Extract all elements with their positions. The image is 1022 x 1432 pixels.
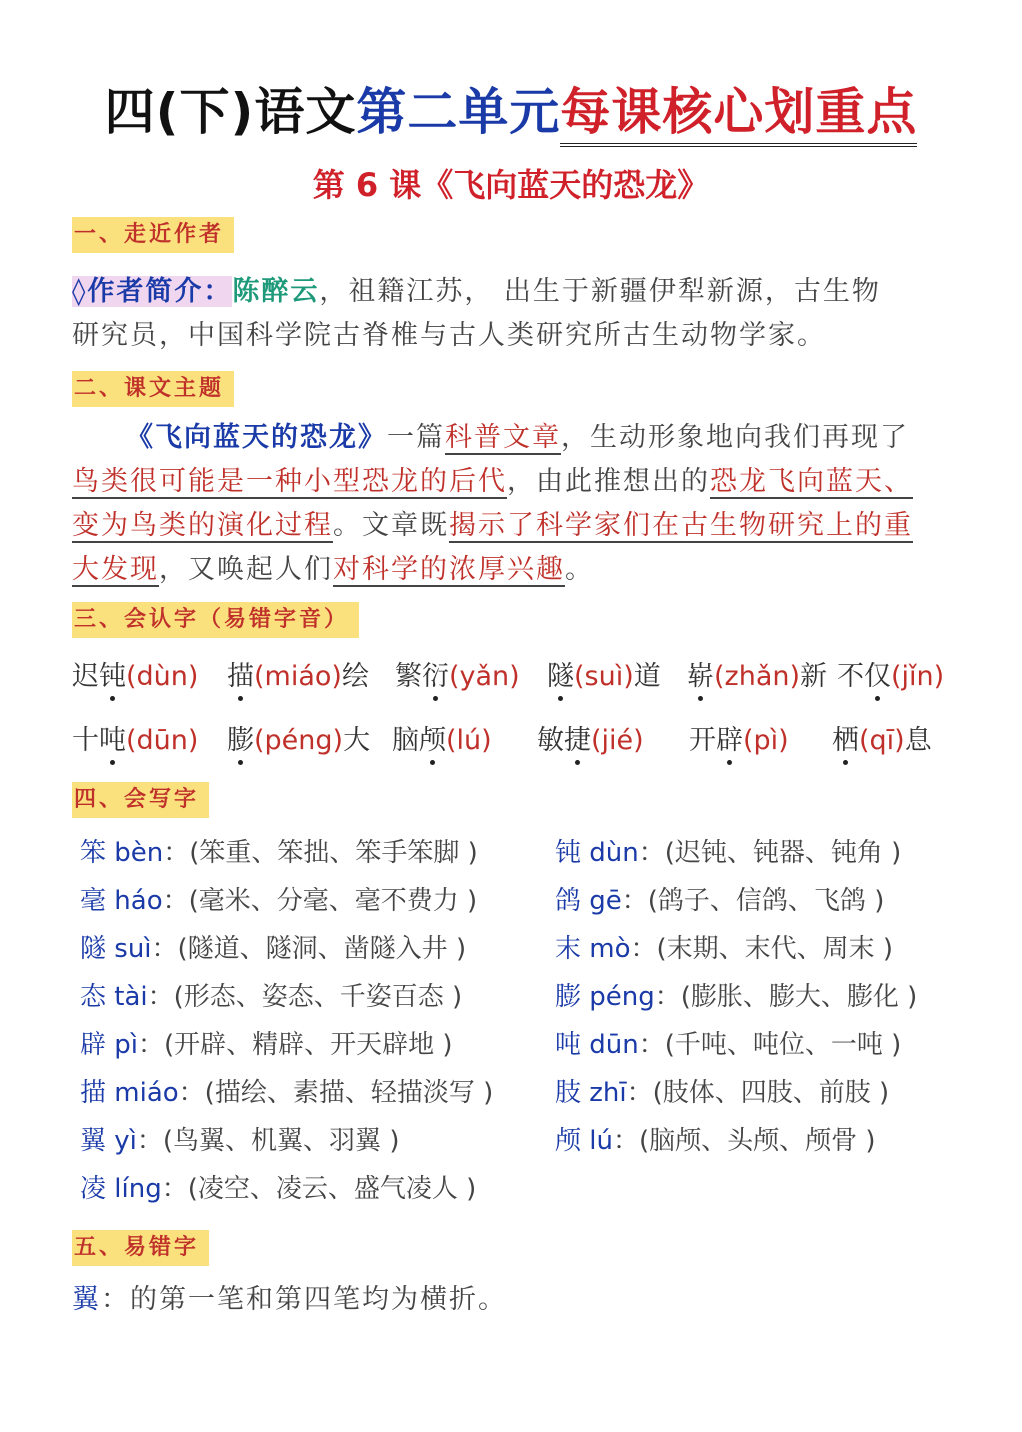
lesson-title: 第 6 课《飞向蓝天的恐龙》	[312, 166, 710, 204]
word-hanzi: 敏捷	[537, 725, 591, 756]
write-pinyin: zhī	[589, 1078, 627, 1108]
write-words: ：(末期、末代、周末 )	[630, 934, 894, 964]
emphasis-dot	[575, 760, 580, 765]
word-pinyin: (jǐn)	[891, 661, 945, 692]
write-char: 笨	[80, 838, 107, 868]
section-heading-author: 一、走近作者	[72, 217, 234, 253]
theme-line-2	[72, 460, 913, 504]
write-char: 凌	[80, 1174, 107, 1204]
write-words: ：(迟钝、钝器、钝角 )	[638, 838, 902, 868]
word-pinyin: (suì)	[574, 661, 634, 692]
write-char: 末	[555, 934, 582, 964]
write-char: 描	[80, 1078, 107, 1108]
write-char: 毫	[80, 886, 107, 916]
write-pinyin: gē	[589, 886, 622, 916]
word-hanzi: 栖	[832, 725, 859, 756]
write-words: ：(隧道、隧洞、凿隧入井 )	[151, 934, 467, 964]
write-pinyin: péng	[589, 982, 655, 1012]
word-pinyin: (lú)	[446, 725, 492, 756]
word-hanzi: 新	[800, 661, 828, 692]
write-char: 颅	[555, 1126, 582, 1156]
write-words: ：(凌空、凌云、盛气凌人 )	[161, 1174, 477, 1204]
write-item	[555, 928, 995, 976]
write-words: ：(描绘、素描、轻描淡写 )	[178, 1078, 494, 1108]
recognize-word	[687, 654, 827, 693]
recognize-word	[227, 718, 370, 757]
word-hanzi: 繁衍	[395, 661, 449, 692]
recognize-row-2	[72, 718, 952, 758]
word-hanzi: 迟钝	[72, 661, 126, 692]
write-words: ：(开辟、精辟、开天辟地 )	[138, 1030, 453, 1060]
emphasis-dot	[110, 696, 115, 701]
theme-text: ，由此推想出的	[507, 466, 710, 497]
write-words: ：(肢体、四肢、前肢 )	[626, 1078, 890, 1108]
word-hanzi: 道	[633, 661, 661, 692]
word-pinyin: (yǎn)	[449, 661, 520, 692]
theme-line-4	[72, 548, 594, 592]
recognize-word	[72, 718, 198, 757]
theme-highlight: 大发现	[72, 554, 159, 585]
author-label: ◊作者简介：	[72, 276, 233, 307]
mistake-char: 翼	[72, 1284, 101, 1315]
word-pinyin: (dùn)	[126, 661, 199, 692]
emphasis-dot	[843, 760, 848, 765]
word-pinyin: (qī)	[859, 725, 905, 756]
emphasis-dot	[433, 696, 438, 701]
write-pinyin: háo	[114, 886, 163, 916]
emphasis-dot	[238, 696, 243, 701]
write-pinyin: miáo	[114, 1078, 179, 1108]
emphasis-dot	[430, 760, 435, 765]
theme-text: ，生动形象地向我们再现了	[561, 422, 909, 453]
author-line-1	[72, 270, 881, 314]
write-list-left	[80, 832, 550, 1216]
word-hanzi: 膨	[227, 725, 254, 756]
write-char: 鸽	[555, 886, 582, 916]
recognize-word	[72, 654, 198, 693]
write-char: 膨	[555, 982, 582, 1012]
write-item	[555, 1072, 995, 1120]
write-char: 态	[80, 982, 107, 1012]
write-item	[555, 976, 995, 1024]
theme-highlight: 对科学的浓厚兴趣	[333, 554, 565, 585]
write-item	[555, 1024, 995, 1072]
theme-text: 。	[565, 554, 594, 585]
recognize-word	[227, 654, 369, 693]
write-item	[80, 832, 550, 880]
word-pinyin: (miáo)	[254, 661, 342, 692]
emphasis-dot	[698, 696, 703, 701]
write-pinyin: dūn	[589, 1030, 639, 1060]
recognize-row-1	[72, 654, 952, 694]
theme-highlight: 恐龙飞向蓝天、	[710, 466, 913, 497]
recognize-word	[395, 654, 520, 693]
emphasis-dot	[727, 760, 732, 765]
write-char: 隧	[80, 934, 107, 964]
recognize-word	[689, 718, 789, 757]
write-item	[80, 928, 550, 976]
write-pinyin: dùn	[589, 838, 639, 868]
write-words: ：(膨胀、膨大、膨化 )	[654, 982, 918, 1012]
write-pinyin: bèn	[114, 838, 164, 868]
word-hanzi: 十吨	[72, 725, 126, 756]
section-heading-write: 四、会写字	[72, 782, 209, 818]
recognize-word	[547, 654, 661, 693]
theme-highlight: 鸟类很可能是一种小型恐龙的后代	[72, 466, 507, 497]
theme-highlight: 变为鸟类的演化过程	[72, 510, 333, 541]
title-focus: 每课核心划重点	[560, 83, 917, 147]
write-pinyin: pì	[114, 1030, 139, 1060]
word-hanzi: 隧	[547, 661, 574, 692]
write-pinyin: mò	[589, 934, 631, 964]
theme-text: ，又唤起人们	[159, 554, 333, 585]
write-char: 辟	[80, 1030, 107, 1060]
word-pinyin: (dūn)	[126, 725, 199, 756]
section-heading-recognize: 三、会认字（易错字音）	[72, 602, 359, 638]
emphasis-dot	[238, 760, 243, 765]
word-hanzi: 脑颅	[392, 725, 446, 756]
write-words: ：(鸟翼、机翼、羽翼 )	[136, 1126, 400, 1156]
mistake-note	[72, 1278, 507, 1322]
recognize-word	[537, 718, 644, 757]
write-pinyin: suì	[114, 934, 152, 964]
write-words: ：(毫米、分毫、毫不费力 )	[162, 886, 478, 916]
write-char: 翼	[80, 1126, 107, 1156]
theme-line-1	[72, 416, 909, 460]
write-item	[80, 1120, 550, 1168]
write-words: ：(笨重、笨拙、笨手笨脚 )	[163, 838, 478, 868]
recognize-word	[832, 718, 932, 757]
write-item	[80, 1168, 550, 1216]
theme-line-3	[72, 504, 913, 548]
word-pinyin: (pì)	[743, 725, 789, 756]
word-pinyin: (zhǎn)	[714, 661, 801, 692]
mistake-text: ：的第一笔和第四笔均为横折。	[101, 1284, 507, 1315]
theme-book: 《飞向蓝天的恐龙》	[126, 422, 387, 453]
theme-highlight: 科普文章	[445, 422, 561, 453]
theme-highlight: 揭示了科学家们在古生物研究上的重	[449, 510, 913, 541]
write-item	[80, 880, 550, 928]
word-hanzi: 息	[904, 725, 932, 756]
write-pinyin: tài	[114, 982, 148, 1012]
write-char: 吨	[555, 1030, 582, 1060]
write-words: ：(鸽子、信鸽、飞鸽 )	[621, 886, 885, 916]
write-item	[555, 832, 995, 880]
word-hanzi: 不仅	[837, 661, 891, 692]
write-words: ：(千吨、吨位、一吨 )	[638, 1030, 902, 1060]
write-char: 肢	[555, 1078, 582, 1108]
write-item	[80, 1072, 550, 1120]
word-hanzi: 绘	[341, 661, 369, 692]
emphasis-dot	[875, 696, 880, 701]
write-pinyin: yì	[114, 1126, 137, 1156]
word-hanzi: 大	[343, 725, 371, 756]
author-intro: ，祖籍江苏， 出生于新疆伊犁新源，古生物	[319, 276, 881, 307]
recognize-word	[837, 654, 944, 693]
write-item	[80, 976, 550, 1024]
recognize-word	[392, 718, 492, 757]
page-title	[0, 72, 1022, 144]
word-hanzi: 描	[227, 661, 254, 692]
theme-text: 一篇	[387, 422, 445, 453]
theme-text: 。文章既	[333, 510, 449, 541]
author-line-2: 研究员，中国科学院古脊椎与古人类研究所古生动物学家。	[72, 320, 826, 351]
write-item	[555, 880, 995, 928]
word-pinyin: (péng)	[254, 725, 344, 756]
title-unit: 第二单元	[356, 83, 561, 141]
write-list-right	[555, 832, 995, 1168]
emphasis-dot	[110, 760, 115, 765]
emphasis-dot	[558, 696, 563, 701]
title-grade: 四(下)语文	[104, 83, 357, 141]
word-hanzi: 崭	[687, 661, 714, 692]
write-item	[80, 1024, 550, 1072]
write-words: ：(形态、姿态、千姿百态 )	[147, 982, 463, 1012]
write-pinyin: lú	[589, 1126, 613, 1156]
author-name: 陈醉云	[232, 276, 320, 307]
section-heading-theme: 二、课文主题	[72, 371, 234, 407]
write-char: 钝	[555, 838, 582, 868]
write-item	[555, 1120, 995, 1168]
write-words: ：(脑颅、头颅、颅骨 )	[612, 1126, 876, 1156]
section-heading-mistake: 五、易错字	[72, 1230, 209, 1266]
write-pinyin: líng	[114, 1174, 162, 1204]
word-pinyin: (jié)	[591, 725, 644, 756]
word-hanzi: 开辟	[689, 725, 743, 756]
